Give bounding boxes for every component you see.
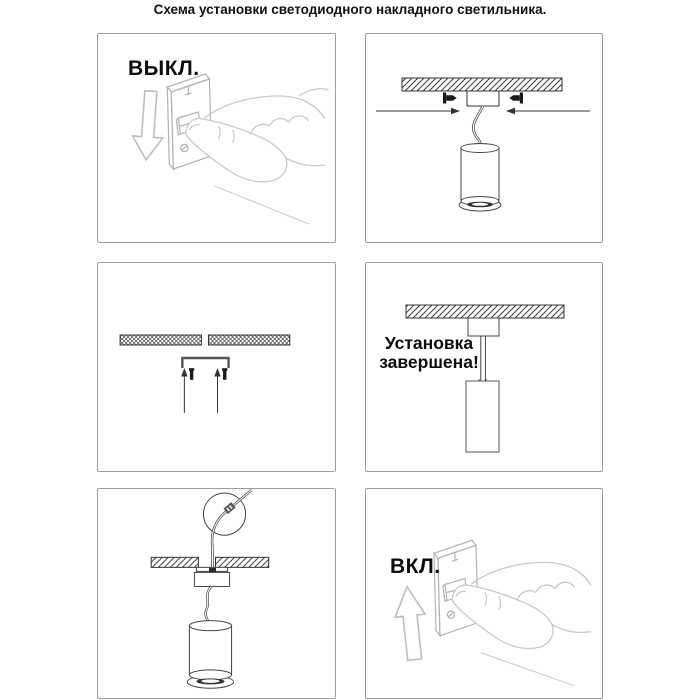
page-title: Схема установки светодиодного накладного светильника. [153, 2, 547, 17]
panel-installed [365, 262, 603, 472]
panel-switch-on [365, 488, 603, 699]
installed-label [368, 334, 490, 371]
ceiling-hatch-bar [402, 78, 562, 91]
mounting-bracket [467, 91, 499, 106]
screw-icon [222, 368, 227, 380]
up-direction-arrows [181, 368, 221, 413]
lamp-cylinder [459, 144, 501, 212]
ceiling-hatch-bar [215, 557, 268, 567]
ceiling-hatch-bar [208, 335, 289, 345]
up-arrow-icon [392, 585, 429, 661]
lamp-cylinder [187, 621, 233, 689]
panel-wiring [97, 488, 336, 699]
down-arrow-icon [131, 90, 166, 161]
ceiling-hatch-bar [406, 305, 564, 318]
wiring-illustration [98, 489, 335, 698]
power-wire [205, 586, 211, 623]
screw-icon [189, 368, 194, 380]
ceiling-hatch-bar [151, 557, 198, 567]
switch-on-label: ВКЛ. [390, 555, 441, 578]
switch-on-illustration [366, 489, 602, 698]
attach-bracket-illustration [98, 263, 335, 471]
ceiling-hatch-bar [120, 335, 201, 345]
mounting-bracket [182, 358, 228, 368]
mounting-bracket [194, 572, 229, 586]
panel-switch-off [97, 33, 336, 243]
panel-mount-luminaire [365, 33, 603, 243]
installed-label-line1: Установка [384, 333, 474, 353]
switch-off-label: ВЫКЛ. [128, 57, 200, 80]
panel-attach-bracket [97, 262, 336, 472]
lamp-body [466, 381, 499, 452]
screw-icon [509, 93, 523, 104]
mount-luminaire-illustration [366, 34, 602, 242]
power-wire [473, 106, 483, 145]
installed-label-line2: завершена! [379, 351, 479, 372]
screw-icon [443, 93, 457, 104]
